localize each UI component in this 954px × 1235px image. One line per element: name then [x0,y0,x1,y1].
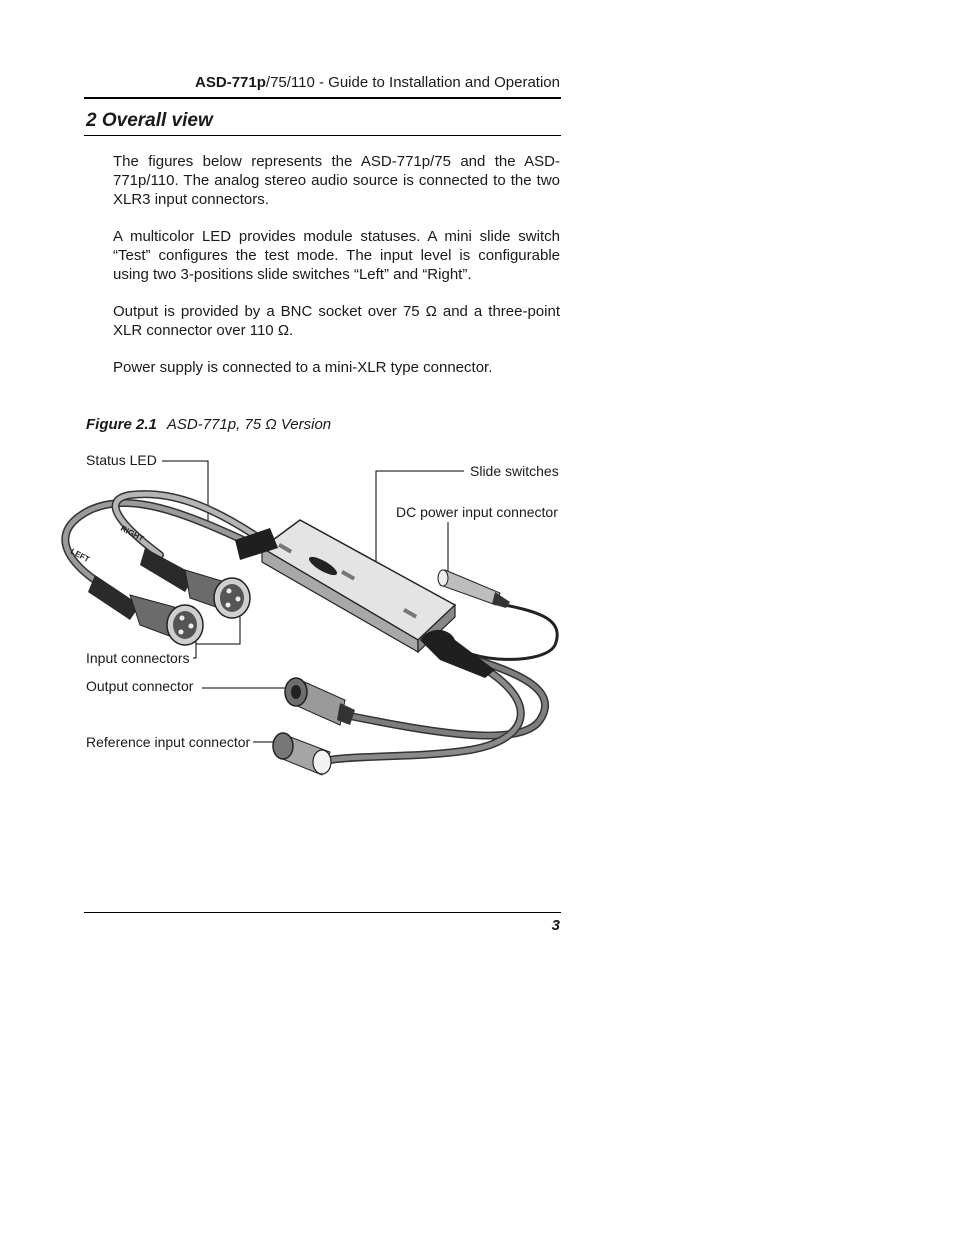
cable-left-inner [65,503,260,590]
xlr-connector-left [88,575,203,645]
figure-number: Figure 2.1 [86,416,157,433]
cable-output-outer [345,650,545,736]
header-rule [84,97,561,99]
strain-relief-left [235,528,278,560]
label-input-connectors: Input connectors [86,650,190,666]
cable-right-outer [116,494,262,555]
section-rule [84,135,561,136]
label-dc-power: DC power input connector [396,504,558,520]
body-text [113,152,560,395]
strain-relief-right [420,630,495,678]
paragraph: Output is provided by a BNC socket over 75 Ω and a three-point XLR connector over 110 Ω. [113,303,560,339]
label-output-connector: Output connector [86,678,194,694]
cable-dc [445,605,557,659]
module-badge [307,554,340,579]
leader-input-connectors-2 [196,612,240,644]
cable-label-right: RIGHT [119,523,146,544]
label-reference-input: Reference input connector [86,734,251,750]
page-header [84,74,560,92]
cable-left-outer [65,503,260,590]
header-model: ASD-771p [195,74,266,91]
page-number: 3 [551,917,560,934]
bnc-output-connector [285,678,355,725]
cable-label-left: LEFT [69,546,91,565]
figure-caption-text: ASD-771p, 75 Ω Version [166,416,332,433]
cable-ref-outer [330,660,521,760]
footer-rule [84,912,561,913]
paragraph: The figures below represents the ASD-771p/75 and the ASD-771p/110. The analog stereo audio source is connected to the two XLR3 input connectors. [113,153,560,208]
label-slide-switches: Slide switches [470,463,559,479]
cable-right-inner [116,494,262,555]
cable-ref-inner [330,660,521,760]
leader-status-led [162,461,262,551]
xlr-connector-right [140,548,250,618]
header-title: /75/110 - Guide to Installation and Operation [265,74,560,91]
label-status-led: Status LED [86,452,157,468]
paragraph: Power supply is connected to a mini-XLR type connector. [113,359,493,376]
cables [65,494,557,760]
dc-mini-xlr-connector [438,570,510,608]
leader-input-connectors [193,638,196,658]
cable-output-inner [345,650,545,736]
section-title: 2 Overall view [86,110,213,131]
figure-caption [86,415,331,434]
module-body [262,520,455,652]
bnc-reference-connector [273,733,331,775]
paragraph: A multicolor LED provides module statuses. A mini slide switch “Test” configures the test mode. The input level is configurable using two 3-positions slide switches “Left” and “Right”. [113,228,560,283]
